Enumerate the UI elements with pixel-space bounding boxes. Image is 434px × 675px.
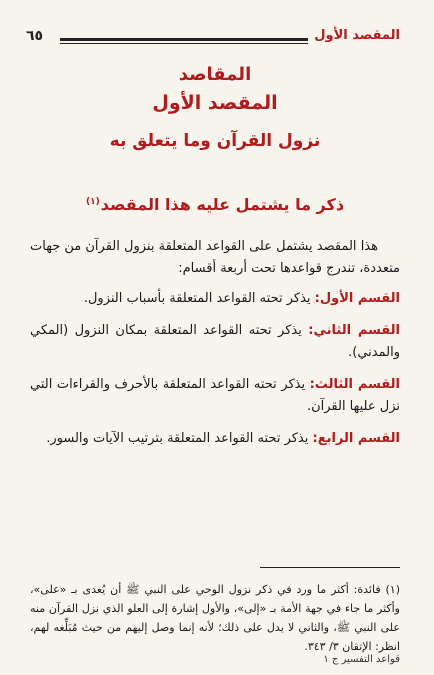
page-number: ٦٥ xyxy=(26,28,44,44)
section-text-4: يذكر تحته القواعد المتعلقة بترتيب الآيات والسور. xyxy=(46,431,313,446)
header-rule xyxy=(60,38,308,41)
section-paragraph-2 xyxy=(30,320,400,364)
header-rule-thin xyxy=(60,43,308,44)
section-heading xyxy=(30,195,400,214)
page-header xyxy=(26,28,400,50)
section-text-1: يذكر تحته القواعد المتعلقة بأسباب النزول. xyxy=(83,291,315,306)
footnote-reference[interactable]: (١) xyxy=(85,196,100,207)
section-heading-text: ذكر ما يشتمل عليه هذا المقصد xyxy=(100,195,345,214)
section-label-2: القسم الثاني: xyxy=(308,323,400,338)
chapter-subtitle: نزول القرآن وما يتعلق به xyxy=(109,131,321,151)
chapter-title: المقصد الأول xyxy=(152,92,278,114)
section-label-3: القسم الثالث: xyxy=(309,377,400,392)
footnote: (١) فائدة: أكثر ما ورد في ذكر نزول الوحي على النبي ﷺ أن يُعدى بـ «على»، وأكثر ما جاء في جهة الأمة بـ «إلى»، والأول إشارة إلى العلو الذي نزل القرآن منه على النبي ﷺ، والثاني لا يدل على ذلك؛ لأنه إنما وصل إليهم من حيث مُبَلِّغه لهم، انظر: الإتقان ٣/ ٣٤٣. xyxy=(30,583,400,653)
main-title: المقاصد xyxy=(178,64,252,85)
section-label-4: القسم الرابع: xyxy=(312,431,400,446)
body-text xyxy=(30,236,400,460)
section-text-2: يذكر تحته القواعد المتعلقة بمكان النزول (المكي والمدني). xyxy=(30,323,400,360)
section-paragraph-4 xyxy=(30,428,400,450)
section-paragraph-3 xyxy=(30,374,400,418)
section-text-3: يذكر تحته القواعد المتعلقة بالأحرف والقراءات التي نزل عليها القرآن. xyxy=(30,377,400,414)
section-label-1: القسم الأول: xyxy=(314,291,400,306)
intro-paragraph: هذا المقصد يشتمل على القواعد المتعلقة بنزول القرآن من جهات متعددة، تندرج قواعدها تحت أربعة أقسام: xyxy=(30,239,400,276)
running-header-title: المقصد الأول xyxy=(314,28,400,43)
footnote-divider xyxy=(260,567,400,568)
section-paragraph-1 xyxy=(30,288,400,310)
page-footer: قواعد التفسير ج ١ xyxy=(323,654,400,665)
